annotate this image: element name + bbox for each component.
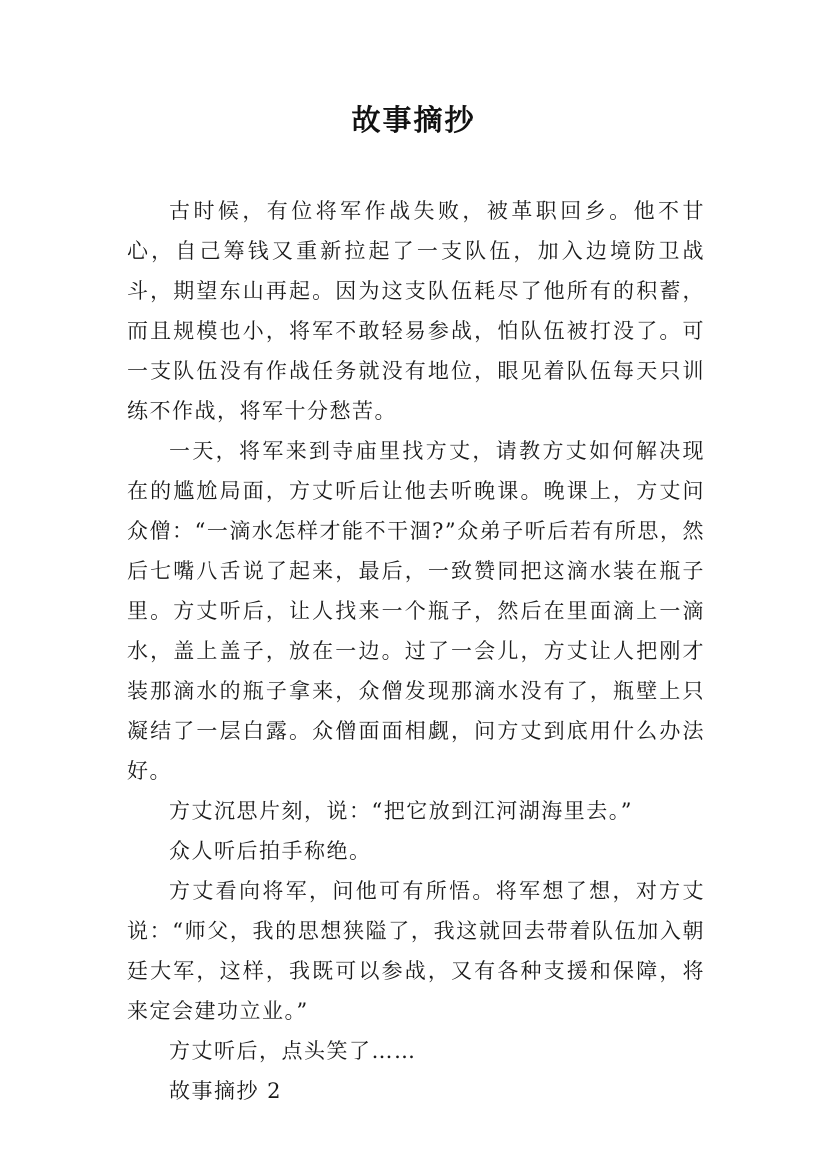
paragraph: 众人听后拍手称绝。 — [169, 839, 372, 863]
paragraph: 方丈看向将军，问他可有所悟。将军想了想，对方丈说：“师父，我的思想狭隘了，我这就回去带着队伍加入朝廷大军，这样，我既可以参战，又有各种支援和保障，将来定会建功立业。” — [127, 879, 705, 1023]
article-body — [127, 191, 705, 1111]
page-title: 故事摘抄 — [351, 103, 476, 137]
paragraph: 古时候，有位将军作战失败，被革职回乡。他不甘心，自己筹钱又重新拉起了一支队伍，加入边境防卫战斗，期望东山再起。因为这支队伍耗尽了他所有的积蓄，而且规模也小，将军不敢轻易参战，怕队伍被打没了。可一支队伍没有作战任务就没有地位，眼见着队伍每天只训练不作战，将军十分愁苦。 — [127, 199, 705, 423]
paragraph: 方丈听后，点头笑了…… — [169, 1039, 417, 1063]
paragraph: 一天，将军来到寺庙里找方丈，请教方丈如何解决现在的尴尬局面，方丈听后让他去听晚课。晚课上，方丈问众僧：“一滴水怎样才能不干涸?”众弟子听后若有所思，然后七嘴八舌说了起来，最后，一致赞同把这滴水装在瓶子里。方丈听后，让人找来一个瓶子，然后在里面滴上一滴水，盖上盖子，放在一边。过了一会儿，方丈让人把刚才装那滴水的瓶子拿来，众僧发现那滴水没有了，瓶壁上只凝结了一层白露。众僧面面相觑，问方丈到底用什么办法好。 — [127, 439, 705, 783]
paragraph: 方丈沉思片刻，说：“把它放到江河湖海里去。” — [169, 799, 633, 823]
section-heading: 故事摘抄 2 — [169, 1079, 283, 1103]
